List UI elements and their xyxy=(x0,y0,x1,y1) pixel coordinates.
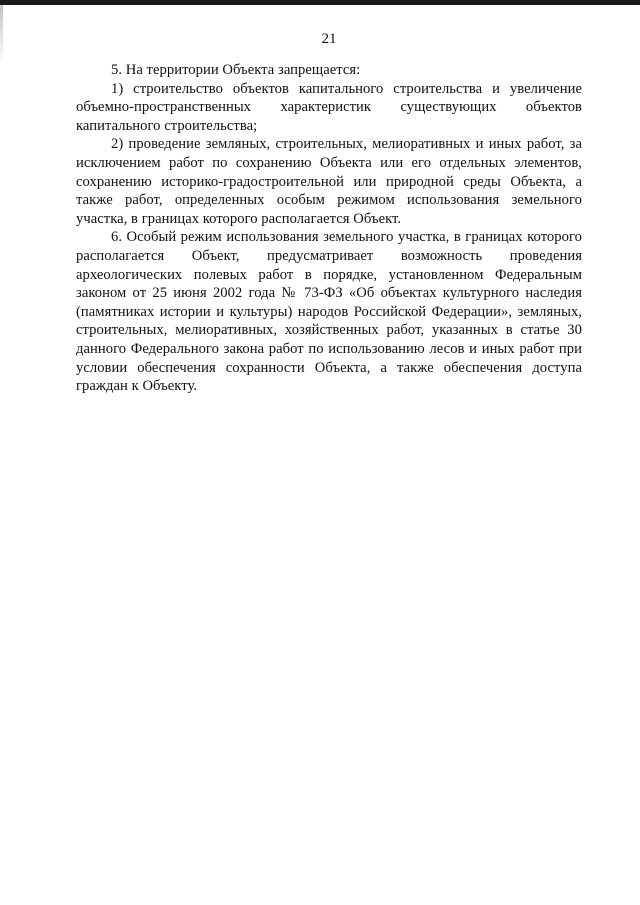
scan-border-top xyxy=(0,0,640,5)
paragraph-section-6: 6. Особый режим использования земельного участка, в границах которого располагается Объект, предусматривает возможность проведения археологических полевых работ в порядке, установленном Федеральным законом от 25 июня 2002 года № 73-ФЗ «Об объектах культурного наследия (памятниках истории и культуры) народов Российской Федерации», земляных, строительных, мелиоративных, хозяйственных работ, указанных в статье 30 данного Федерального закона работ по использованию лесов и иных работ при условии обеспечения сохранности Объекта, а также обеспечения доступа граждан к Объекту. xyxy=(76,229,582,395)
paragraph-item-1: 1) строительство объектов капитального строительства и увеличение объемно-пространственных характеристик существующих объектов капитального строительства; xyxy=(76,80,582,134)
page-number: 21 xyxy=(321,31,337,47)
paragraph-item-2: 2) проведение земляных, строительных, мелиоративных и иных работ, за исключением работ по сохранению Объекта или его отдельных элементов, сохранению историко-градостроительной или природной среды Объекта, а также работ, определенных особым режимом использования земельного участка, в границах которого располагается Объект. xyxy=(76,136,582,227)
paragraph-section-5-heading: 5. На территории Объекта запрещается: xyxy=(111,62,361,78)
document-page xyxy=(76,30,582,396)
scan-shadow-left xyxy=(0,5,3,65)
